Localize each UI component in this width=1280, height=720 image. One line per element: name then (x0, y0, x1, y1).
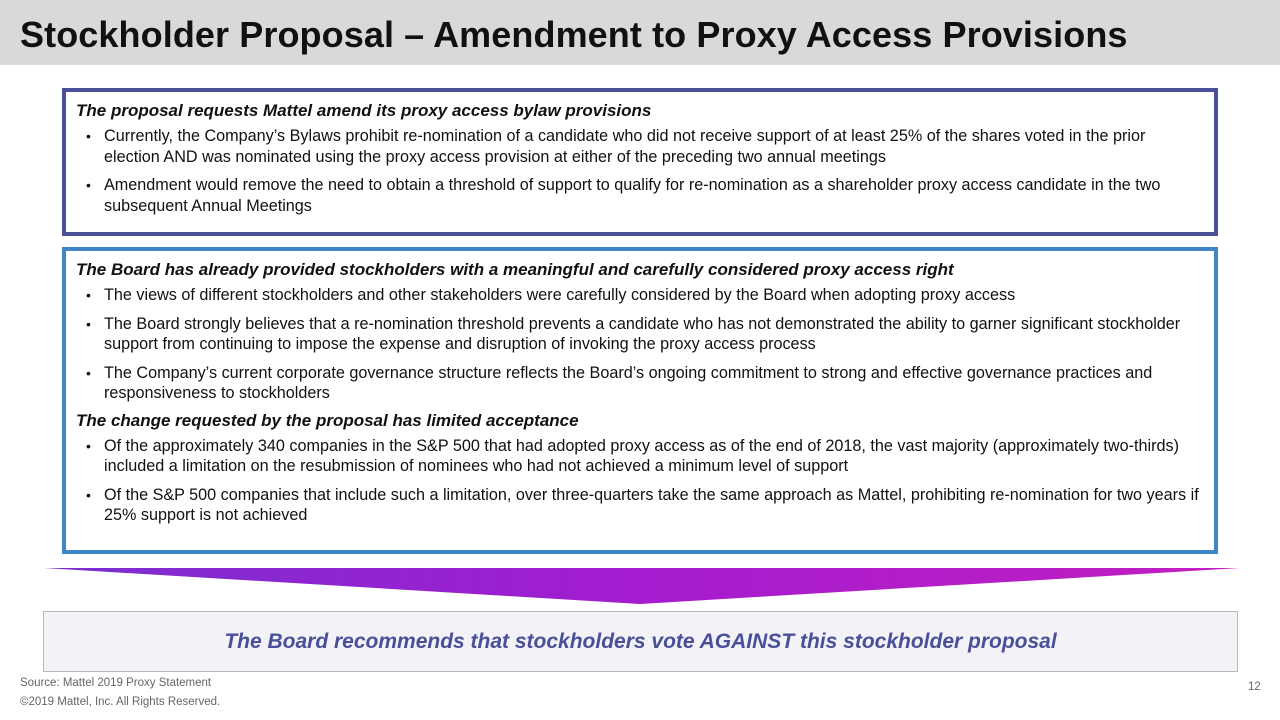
list-item (76, 363, 1204, 404)
bullet-text: The Company’s current corporate governance structure reflects the Board’s ongoing commitment to strong and effective governance practices and responsiveness to stockholders (104, 363, 1153, 402)
bullet-icon: • (86, 437, 91, 454)
page-number: 12 (1248, 681, 1261, 693)
proposal-box (62, 88, 1218, 236)
proposal-heading: The proposal requests Mattel amend its proxy access bylaw provisions (76, 101, 652, 120)
bullet-text: Of the approximately 340 companies in the S&P 500 that had adopted proxy access as of the end of 2018, the vast majority (approximately two-thirds) included a limitation on the resubmission of nominees who had not achieved a minimum level of support (104, 436, 1179, 475)
arrow-shape (44, 568, 1240, 604)
source-note: Source: Mattel 2019 Proxy Statement (20, 677, 212, 689)
list-item (76, 436, 1204, 477)
board-response-box (62, 247, 1218, 554)
bullet-text: Currently, the Company’s Bylaws prohibit re-nomination of a candidate who did not receive support of at least 25% of the shares voted in the prior election AND was nominated using the proxy access provision at either of the preceding two annual meetings (104, 127, 1146, 166)
down-arrow-icon (44, 568, 1240, 606)
bullet-icon: • (86, 128, 91, 144)
bullet-text: Amendment would remove the need to obtain a threshold of support to qualify for re-nomination as a shareholder proxy access candidate in the two subsequent Annual Meetings (104, 176, 1161, 215)
list-item (76, 285, 1204, 306)
bullet-icon: • (86, 364, 91, 381)
list-item (76, 126, 1204, 167)
acceptance-heading: The change requested by the proposal has limited acceptance (76, 410, 579, 430)
recommendation-box (43, 611, 1238, 672)
bullet-text: The Board strongly believes that a re-nomination threshold prevents a candidate who has not demonstrated the ability to garner significant stockholder support from continuing to impose the expense and disruption of invoking the proxy access process (104, 314, 1181, 353)
bullet-icon: • (86, 315, 91, 332)
recommendation-text: The Board recommends that stockholders vote AGAINST this stockholder proposal (224, 629, 1057, 653)
slide-title: Stockholder Proposal – Amendment to Proxy Access Provisions (20, 14, 1128, 55)
bullet-text: The views of different stockholders and other stakeholders were carefully considered by the Board when adopting proxy access (104, 286, 1016, 304)
title-bar (0, 0, 1280, 65)
bullet-icon: • (86, 486, 91, 503)
list-item (76, 485, 1204, 526)
bullet-icon: • (86, 177, 91, 193)
copyright-notice: ©2019 Mattel, Inc. All Rights Reserved. (20, 696, 221, 708)
bullet-icon: • (86, 287, 91, 303)
bullet-text: Of the S&P 500 companies that include such a limitation, over three-quarters take the same approach as Mattel, prohibiting re-nomination for two years if 25% support is not achieved (104, 485, 1199, 524)
list-item (76, 314, 1204, 355)
board-heading: The Board has already provided stockholders with a meaningful and carefully considered proxy access right (76, 260, 954, 279)
list-item (76, 175, 1204, 216)
